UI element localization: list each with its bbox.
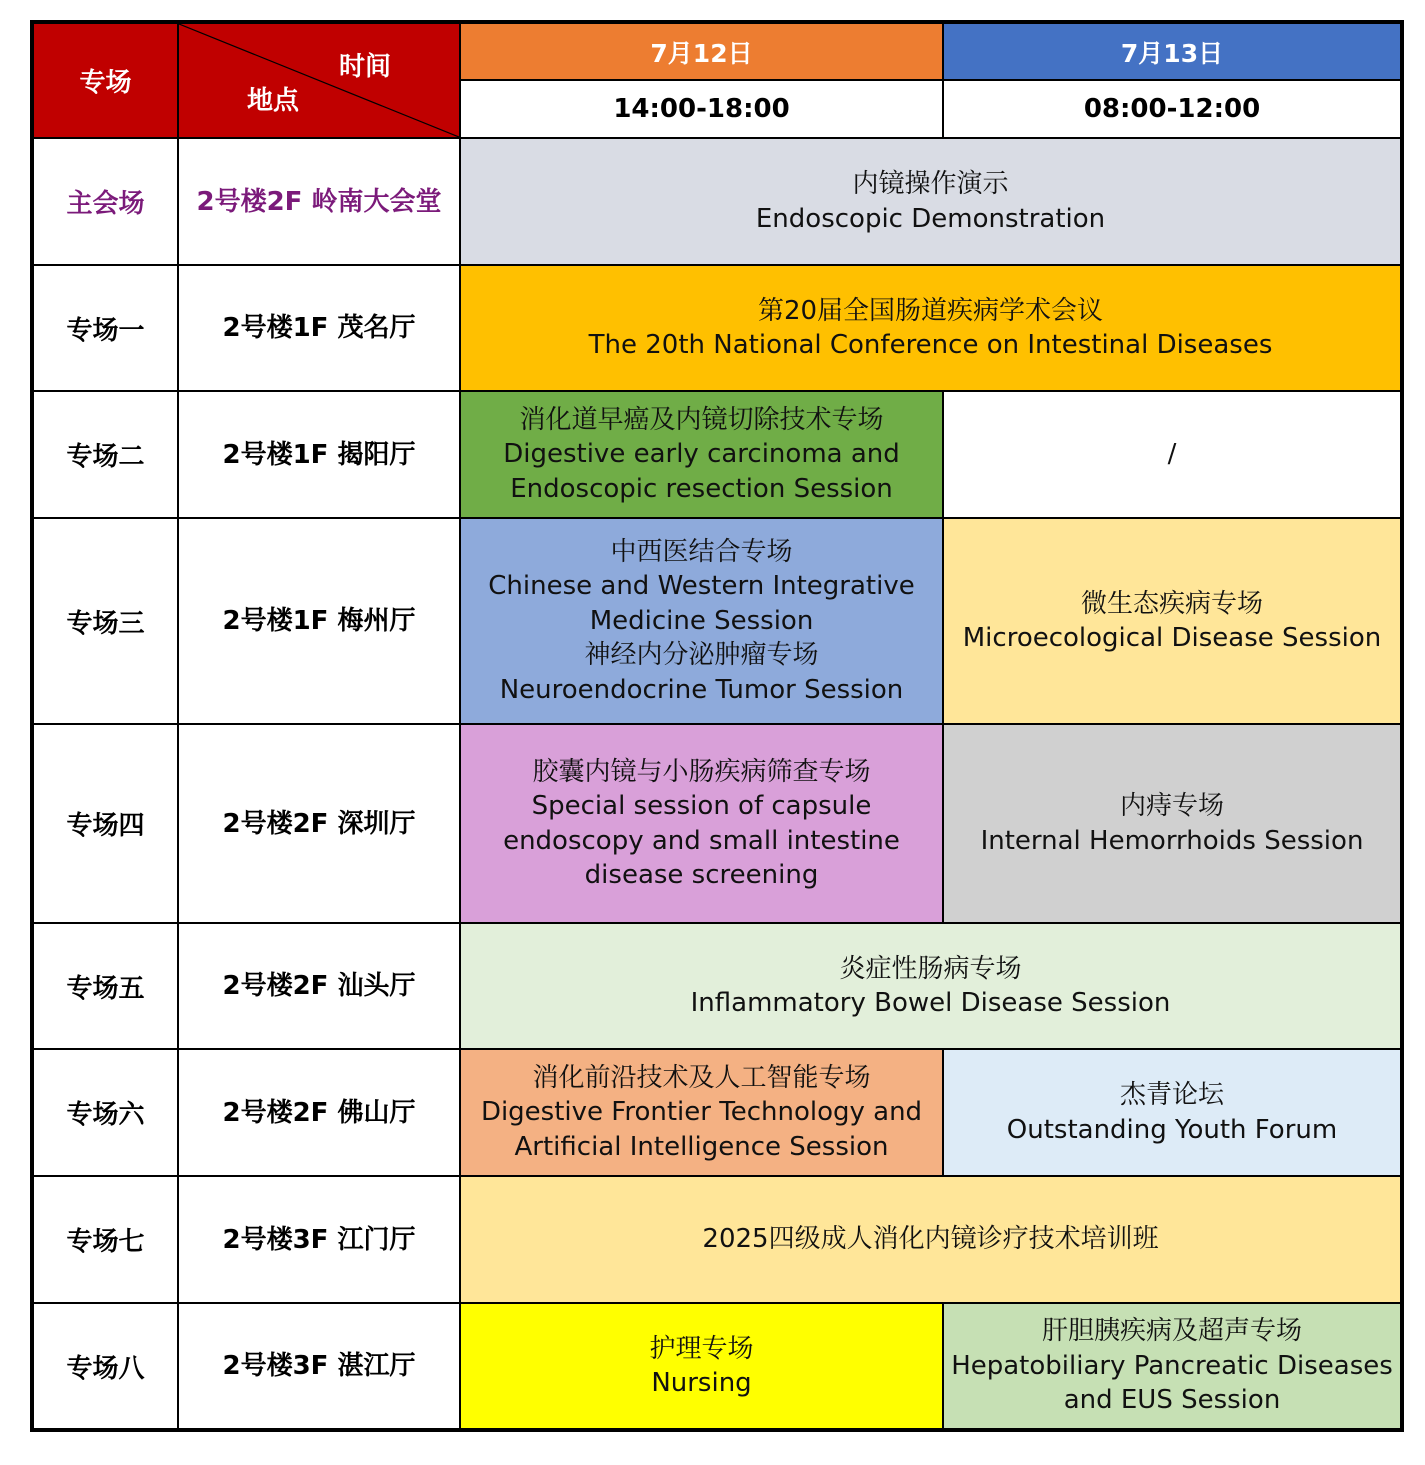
- session-title-en: Internal Hemorrhoids Session: [980, 825, 1364, 856]
- session-cell-day2: [943, 724, 1402, 923]
- header-session-label: 专场: [79, 68, 132, 98]
- session-title-en: Endoscopic Demonstration: [755, 203, 1106, 234]
- schedule-table: [30, 20, 1404, 1432]
- header-place-label: 地点: [247, 86, 300, 116]
- session-name: 主会场: [32, 138, 178, 265]
- date-day2-label: 7月13日: [1120, 38, 1224, 68]
- session-cell-day1: [460, 1049, 943, 1176]
- table-row: [32, 138, 1402, 265]
- location: 2号楼1F 揭阳厅: [178, 391, 460, 518]
- session-title-zh: 杰青论坛: [1119, 1080, 1224, 1110]
- session-title-zh: 消化前沿技术及人工智能专场: [532, 1062, 871, 1093]
- time-day1-label: 14:00-18:00: [613, 94, 790, 124]
- session-title-zh: 消化道早癌及内镜切除技术专场: [519, 404, 884, 435]
- location: 2号楼1F 梅州厅: [178, 518, 460, 724]
- session-name: 专场八: [32, 1303, 178, 1430]
- session-title-zh: 微生态疾病专场: [1080, 588, 1263, 619]
- location: 2号楼2F 岭南大会堂: [178, 138, 460, 265]
- session-title-en: Special session of capsule: [531, 791, 872, 821]
- session-cell-full: [460, 138, 1402, 265]
- session-title-en: endoscopy and small intestine: [503, 825, 900, 856]
- session-title-zh: 肝胆胰疾病及超声专场: [1041, 1316, 1302, 1347]
- session-name: 专场二: [32, 391, 178, 518]
- session-title-zh: 第20届全国肠道疾病学术会议: [757, 295, 1104, 326]
- empty-slot-mark: /: [1167, 439, 1177, 470]
- header-row-date: [32, 22, 1402, 80]
- session-title-en: The 20th National Conference on Intestinal Diseases: [588, 330, 1273, 360]
- session-name: 专场七: [32, 1176, 178, 1303]
- header-date-day1: [460, 22, 943, 80]
- table-row: [32, 1176, 1402, 1303]
- session-cell-full: [460, 1176, 1402, 1303]
- session-title-en: Nursing: [651, 1368, 752, 1398]
- table-row: [32, 518, 1402, 724]
- session-title-en: Artificial Intelligence Session: [514, 1131, 889, 1162]
- session-title-en: Chinese and Western Integrative: [488, 571, 915, 602]
- session-title-zh: 神经内分泌肿瘤专场: [584, 640, 819, 671]
- session-cell-full: [460, 923, 1402, 1049]
- session-title-en: Neuroendocrine Tumor Session: [499, 674, 904, 705]
- session-title-en: Digestive early carcinoma and: [503, 439, 900, 470]
- session-cell-day1: [460, 518, 943, 724]
- date-day1-label: 7月12日: [650, 38, 753, 68]
- table-row: [32, 391, 1402, 518]
- header-date-day2: [943, 22, 1402, 80]
- session-title-en: and EUS Session: [1063, 1385, 1281, 1416]
- session-title-en: Hepatobiliary Pancreatic Diseases: [951, 1350, 1393, 1381]
- session-title-en: Microecological Disease Session: [962, 623, 1382, 653]
- diagonal-line: [179, 24, 459, 137]
- session-cell-day2: [943, 391, 1402, 518]
- header-session-cell: [32, 22, 178, 138]
- session-cell-day1: [460, 724, 943, 923]
- session-title-en: Digestive Frontier Technology and: [480, 1097, 923, 1128]
- session-name: 专场四: [32, 724, 178, 923]
- session-cell-day2: [943, 1303, 1402, 1430]
- session-title-zh: 胶囊内镜与小肠疾病筛查专场: [532, 756, 871, 787]
- session-name: 专场三: [32, 518, 178, 724]
- session-name: 专场一: [32, 265, 178, 391]
- header-time-day2: [943, 80, 1402, 138]
- location: 2号楼3F 湛江厅: [178, 1303, 460, 1430]
- table-row: [32, 724, 1402, 923]
- header-diagonal-cell: [178, 22, 460, 138]
- session-title-zh: 内痔专场: [1119, 791, 1224, 821]
- session-cell-full: [460, 265, 1402, 391]
- session-title-zh: 炎症性肠病专场: [839, 953, 1022, 984]
- session-title-en: Inflammatory Bowel Disease Session: [690, 988, 1171, 1018]
- table-row: [32, 265, 1402, 391]
- session-title-en: Outstanding Youth Forum: [1006, 1114, 1338, 1145]
- table-row: [32, 1303, 1402, 1430]
- session-cell-day2: [943, 1049, 1402, 1176]
- session-name: 专场五: [32, 923, 178, 1049]
- table-row: [32, 1049, 1402, 1176]
- session-title-zh: 护理专场: [649, 1333, 754, 1364]
- header-time-day1: [460, 80, 943, 138]
- session-cell-day1: [460, 391, 943, 518]
- header-time-label: 时间: [338, 52, 391, 82]
- session-title-zh: 中西医结合专场: [610, 536, 793, 567]
- table-row: [32, 923, 1402, 1049]
- session-title-en: Endoscopic resection Session: [510, 473, 893, 504]
- session-title-en: Medicine Session: [589, 605, 814, 636]
- session-cell-day2: [943, 518, 1402, 724]
- session-name: 专场六: [32, 1049, 178, 1176]
- location: 2号楼2F 汕头厅: [178, 923, 460, 1049]
- location: 2号楼1F 茂名厅: [178, 265, 460, 391]
- session-title-zh: 2025四级成人消化内镜诊疗技术培训班: [702, 1224, 1159, 1255]
- location: 2号楼2F 深圳厅: [178, 724, 460, 923]
- time-day2-label: 08:00-12:00: [1083, 94, 1261, 124]
- session-title-zh: 内镜操作演示: [852, 169, 1009, 199]
- session-cell-day1: [460, 1303, 943, 1430]
- session-title-en: disease screening: [584, 860, 819, 890]
- location: 2号楼3F 江门厅: [178, 1176, 460, 1303]
- location: 2号楼2F 佛山厅: [178, 1049, 460, 1176]
